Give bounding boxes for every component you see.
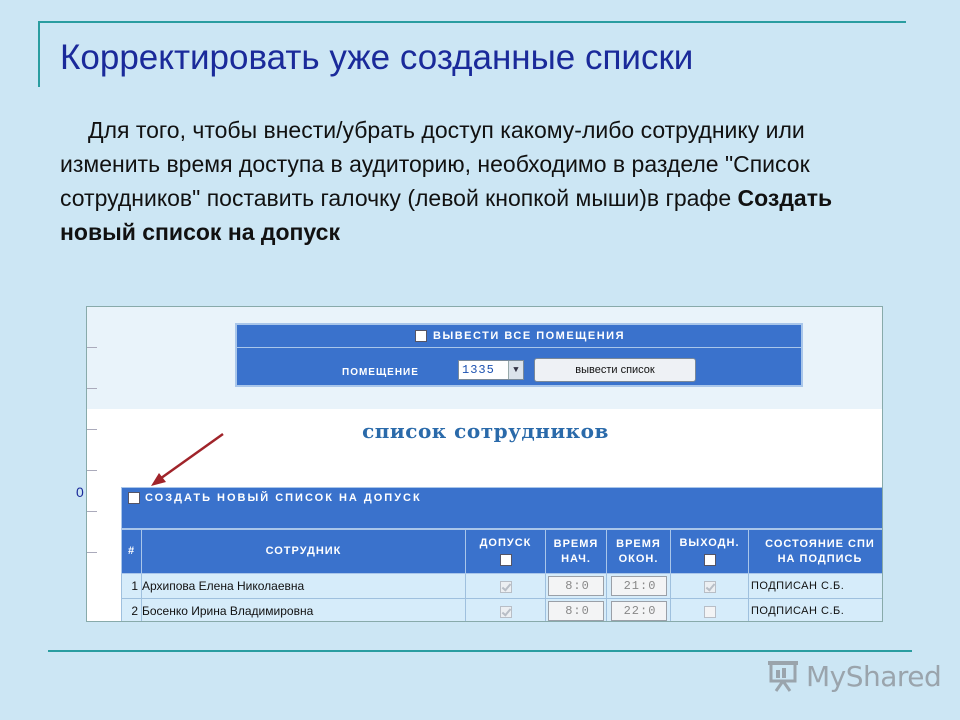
day-off-all-checkbox[interactable] <box>704 554 716 566</box>
time-start-input: 8:0 <box>548 576 604 596</box>
all-rooms-label: ВЫВЕСТИ ВСЕ ПОМЕЩЕНИЯ <box>433 330 625 342</box>
column-time-start <box>546 530 607 574</box>
access-checkbox <box>500 581 512 593</box>
row-sign-state: ПОДПИСАН С.Б. <box>749 574 884 599</box>
column-sign-state <box>749 530 884 574</box>
left-margin-mark: 0 <box>76 484 84 500</box>
all-rooms-option[interactable] <box>415 330 625 342</box>
create-new-list-checkbox[interactable] <box>128 492 140 504</box>
row-access <box>466 574 546 599</box>
room-select-value: 1335 <box>462 363 495 377</box>
filter-divider <box>237 347 801 348</box>
room-select[interactable] <box>458 360 524 380</box>
bottom-rule <box>48 650 912 652</box>
row-num: 2 <box>122 599 142 623</box>
embedded-screenshot <box>86 306 883 622</box>
column-num: # <box>122 530 142 574</box>
day-off-checkbox <box>704 606 716 618</box>
body-text-bold: Создать новый список на допуск <box>60 185 833 245</box>
column-time-start-label-2: НАЧ. <box>561 552 591 565</box>
column-day-off <box>671 530 749 574</box>
day-off-checkbox <box>704 581 716 593</box>
row-employee-name: Босенко Ирина Владимировна <box>142 599 466 623</box>
ruler-ticks <box>87 347 97 593</box>
column-time-start-label: ВРЕМЯ <box>553 537 599 550</box>
access-all-checkbox[interactable] <box>500 554 512 566</box>
time-end-input: 21:0 <box>611 576 667 596</box>
row-time-end <box>607 599 671 623</box>
column-time-end-label-2: ОКОН. <box>618 552 659 565</box>
pointer-arrow-icon <box>147 431 227 491</box>
time-start-input: 8:0 <box>548 601 604 621</box>
column-sign-state-label: СОСТОЯНИЕ СПИ <box>765 537 875 550</box>
row-sign-state: ПОДПИСАН С.Б. <box>749 599 884 623</box>
column-time-end-label: ВРЕМЯ <box>616 537 661 550</box>
top-rule <box>40 21 906 23</box>
column-access <box>466 530 546 574</box>
row-time-start <box>546 574 607 599</box>
row-day-off <box>671 599 749 623</box>
logo-name: MyShared <box>806 659 942 693</box>
side-rule <box>38 21 40 87</box>
table-row <box>122 574 884 599</box>
employee-table <box>121 487 883 622</box>
logo <box>766 658 941 694</box>
list-title: список сотрудников <box>362 419 609 443</box>
row-time-end <box>607 574 671 599</box>
column-access-label: ДОПУСК <box>479 537 532 550</box>
room-label: ПОМЕЩЕНИЕ <box>342 367 419 378</box>
column-time-end <box>607 530 671 574</box>
body-text <box>60 113 850 249</box>
chevron-down-icon[interactable]: ▼ <box>508 361 523 379</box>
table-header-row <box>122 530 884 574</box>
row-num: 1 <box>122 574 142 599</box>
row-day-off <box>671 574 749 599</box>
employee-list <box>121 529 883 622</box>
slide-title: Корректировать уже созданные списки <box>60 38 694 77</box>
row-time-start <box>546 599 607 623</box>
access-checkbox <box>500 606 512 618</box>
row-access <box>466 599 546 623</box>
create-new-list-label: СОЗДАТЬ НОВЫЙ СПИСОК НА ДОПУСК <box>145 492 422 504</box>
table-row <box>122 599 884 623</box>
column-employee: СОТРУДНИК <box>142 530 466 574</box>
show-list-button[interactable]: вывести список <box>534 358 696 382</box>
all-rooms-checkbox[interactable] <box>415 330 427 342</box>
column-sign-state-label-2: НА ПОДПИСЬ <box>777 552 863 565</box>
time-end-input: 22:0 <box>611 601 667 621</box>
column-day-off-label: ВЫХОДН. <box>679 537 740 550</box>
body-text-plain: Для того, чтобы внести/убрать доступ какому-либо сотруднику или изменить время доступа в аудиторию, необходимо в разделе "Список сотрудников" поставить галочку (левой кнопкой мыши)в графе <box>60 117 810 211</box>
row-employee-name: Архипова Елена Николаевна <box>142 574 466 599</box>
filter-panel <box>235 323 803 387</box>
create-new-list-option[interactable] <box>121 487 883 529</box>
presentation-icon <box>766 659 802 693</box>
